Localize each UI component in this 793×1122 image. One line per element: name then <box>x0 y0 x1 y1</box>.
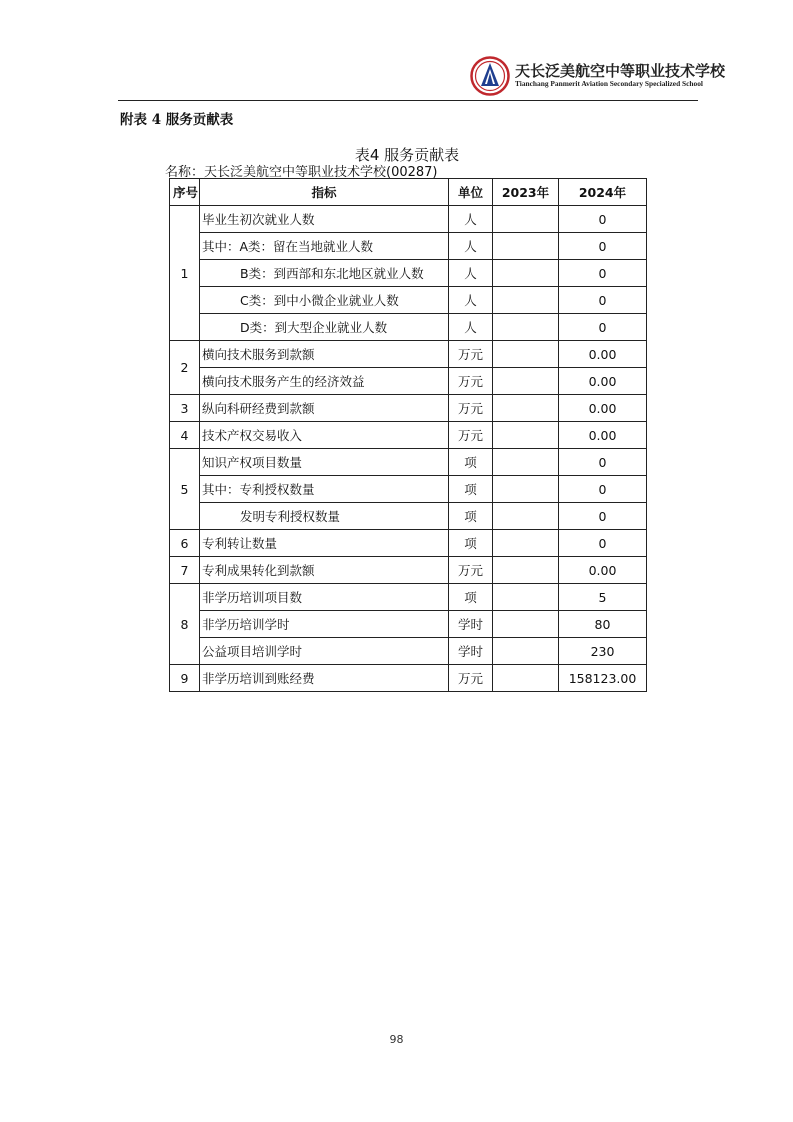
seq-cell: 7 <box>170 557 200 584</box>
value-2023-cell <box>493 449 559 476</box>
value-2023-cell <box>493 584 559 611</box>
value-2023-cell <box>493 287 559 314</box>
value-2023-cell <box>493 476 559 503</box>
unit-cell: 项 <box>449 449 493 476</box>
header-2024: 2024年 <box>559 179 647 206</box>
table-row <box>170 638 647 665</box>
unit-cell: 万元 <box>449 368 493 395</box>
value-2024-cell: 0 <box>559 476 647 503</box>
unit-cell: 学时 <box>449 638 493 665</box>
seq-cell: 3 <box>170 395 200 422</box>
unit-cell: 项 <box>449 503 493 530</box>
value-2023-cell <box>493 341 559 368</box>
page-header <box>118 52 726 100</box>
seq-cell: 2 <box>170 341 200 395</box>
indicator-cell: 纵向科研经费到款额 <box>200 395 449 422</box>
value-2023-cell <box>493 665 559 692</box>
value-2024-cell: 0 <box>559 233 647 260</box>
indicator-cell: 横向技术服务到款额 <box>200 341 449 368</box>
value-2023-cell <box>493 206 559 233</box>
value-2024-cell: 80 <box>559 611 647 638</box>
indicator-cell: 其中：专利授权数量 <box>200 476 449 503</box>
indicator-cell: 横向技术服务产生的经济效益 <box>200 368 449 395</box>
indicator-cell: 专利转让数量 <box>200 530 449 557</box>
indicator-cell: 非学历培训到账经费 <box>200 665 449 692</box>
indicator-cell: 技术产权交易收入 <box>200 422 449 449</box>
header-indicator: 指标 <box>200 179 449 206</box>
service-contribution-table <box>169 178 647 692</box>
indicator-cell: C类：到中小微企业就业人数 <box>200 287 449 314</box>
unit-cell: 人 <box>449 314 493 341</box>
table-row <box>170 422 647 449</box>
seq-cell: 4 <box>170 422 200 449</box>
school-logo-icon <box>470 56 510 96</box>
table-row <box>170 395 647 422</box>
value-2023-cell <box>493 611 559 638</box>
indicator-cell: 非学历培训学时 <box>200 611 449 638</box>
value-2023-cell <box>493 557 559 584</box>
value-2024-cell: 0 <box>559 530 647 557</box>
value-2023-cell <box>493 638 559 665</box>
appendix-title: 附表 4 服务贡献表 <box>120 112 234 128</box>
value-2024-cell: 0.00 <box>559 422 647 449</box>
indicator-cell: 发明专利授权数量 <box>200 503 449 530</box>
seq-cell: 1 <box>170 206 200 341</box>
value-2023-cell <box>493 530 559 557</box>
indicator-cell: 其中：A类：留在当地就业人数 <box>200 233 449 260</box>
seq-cell: 9 <box>170 665 200 692</box>
table-row <box>170 530 647 557</box>
header-2023: 2023年 <box>493 179 559 206</box>
org-name: 名称：天长泛美航空中等职业技术学校(00287) <box>165 165 438 180</box>
table-row <box>170 233 647 260</box>
school-name-en: Tianchang Panmerit Aviation Secondary Specialized School <box>515 79 703 88</box>
unit-cell: 人 <box>449 260 493 287</box>
table-row <box>170 341 647 368</box>
value-2024-cell: 0 <box>559 260 647 287</box>
indicator-cell: 非学历培训项目数 <box>200 584 449 611</box>
value-2024-cell: 0 <box>559 449 647 476</box>
value-2023-cell <box>493 314 559 341</box>
value-2024-cell: 0.00 <box>559 341 647 368</box>
unit-cell: 万元 <box>449 422 493 449</box>
unit-cell: 万元 <box>449 341 493 368</box>
indicator-cell: 知识产权项目数量 <box>200 449 449 476</box>
indicator-cell: D类：到大型企业就业人数 <box>200 314 449 341</box>
unit-cell: 项 <box>449 476 493 503</box>
value-2024-cell: 0 <box>559 287 647 314</box>
value-2024-cell: 0.00 <box>559 395 647 422</box>
value-2024-cell: 158123.00 <box>559 665 647 692</box>
table-row <box>170 503 647 530</box>
unit-cell: 万元 <box>449 665 493 692</box>
header-seq: 序号 <box>170 179 200 206</box>
header-unit: 单位 <box>449 179 493 206</box>
value-2024-cell: 230 <box>559 638 647 665</box>
indicator-cell: 专利成果转化到款额 <box>200 557 449 584</box>
value-2024-cell: 0 <box>559 503 647 530</box>
indicator-cell: 毕业生初次就业人数 <box>200 206 449 233</box>
value-2023-cell <box>493 260 559 287</box>
table-row <box>170 665 647 692</box>
value-2024-cell: 0 <box>559 206 647 233</box>
school-name-cn: 天长泛美航空中等职业技术学校 <box>515 62 726 80</box>
header-divider <box>118 100 698 101</box>
unit-cell: 人 <box>449 206 493 233</box>
value-2023-cell <box>493 233 559 260</box>
value-2024-cell: 0 <box>559 314 647 341</box>
seq-cell: 8 <box>170 584 200 665</box>
seq-cell: 5 <box>170 449 200 530</box>
table-row <box>170 584 647 611</box>
value-2024-cell: 0.00 <box>559 368 647 395</box>
table-row <box>170 449 647 476</box>
table-title: 表4 服务贡献表 <box>354 146 460 164</box>
indicator-cell: B类：到西部和东北地区就业人数 <box>200 260 449 287</box>
seq-cell: 6 <box>170 530 200 557</box>
unit-cell: 项 <box>449 530 493 557</box>
value-2023-cell <box>493 503 559 530</box>
value-2023-cell <box>493 395 559 422</box>
table-row <box>170 287 647 314</box>
value-2023-cell <box>493 422 559 449</box>
unit-cell: 人 <box>449 233 493 260</box>
unit-cell: 人 <box>449 287 493 314</box>
unit-cell: 万元 <box>449 557 493 584</box>
table-row <box>170 206 647 233</box>
unit-cell: 项 <box>449 584 493 611</box>
table-row <box>170 611 647 638</box>
table-row <box>170 368 647 395</box>
unit-cell: 学时 <box>449 611 493 638</box>
indicator-cell: 公益项目培训学时 <box>200 638 449 665</box>
value-2023-cell <box>493 368 559 395</box>
table-header-row <box>170 179 647 206</box>
table-row <box>170 476 647 503</box>
table-row <box>170 260 647 287</box>
unit-cell: 万元 <box>449 395 493 422</box>
value-2024-cell: 0.00 <box>559 557 647 584</box>
table-row <box>170 314 647 341</box>
page-number: 98 <box>389 1033 404 1046</box>
value-2024-cell: 5 <box>559 584 647 611</box>
table-row <box>170 557 647 584</box>
